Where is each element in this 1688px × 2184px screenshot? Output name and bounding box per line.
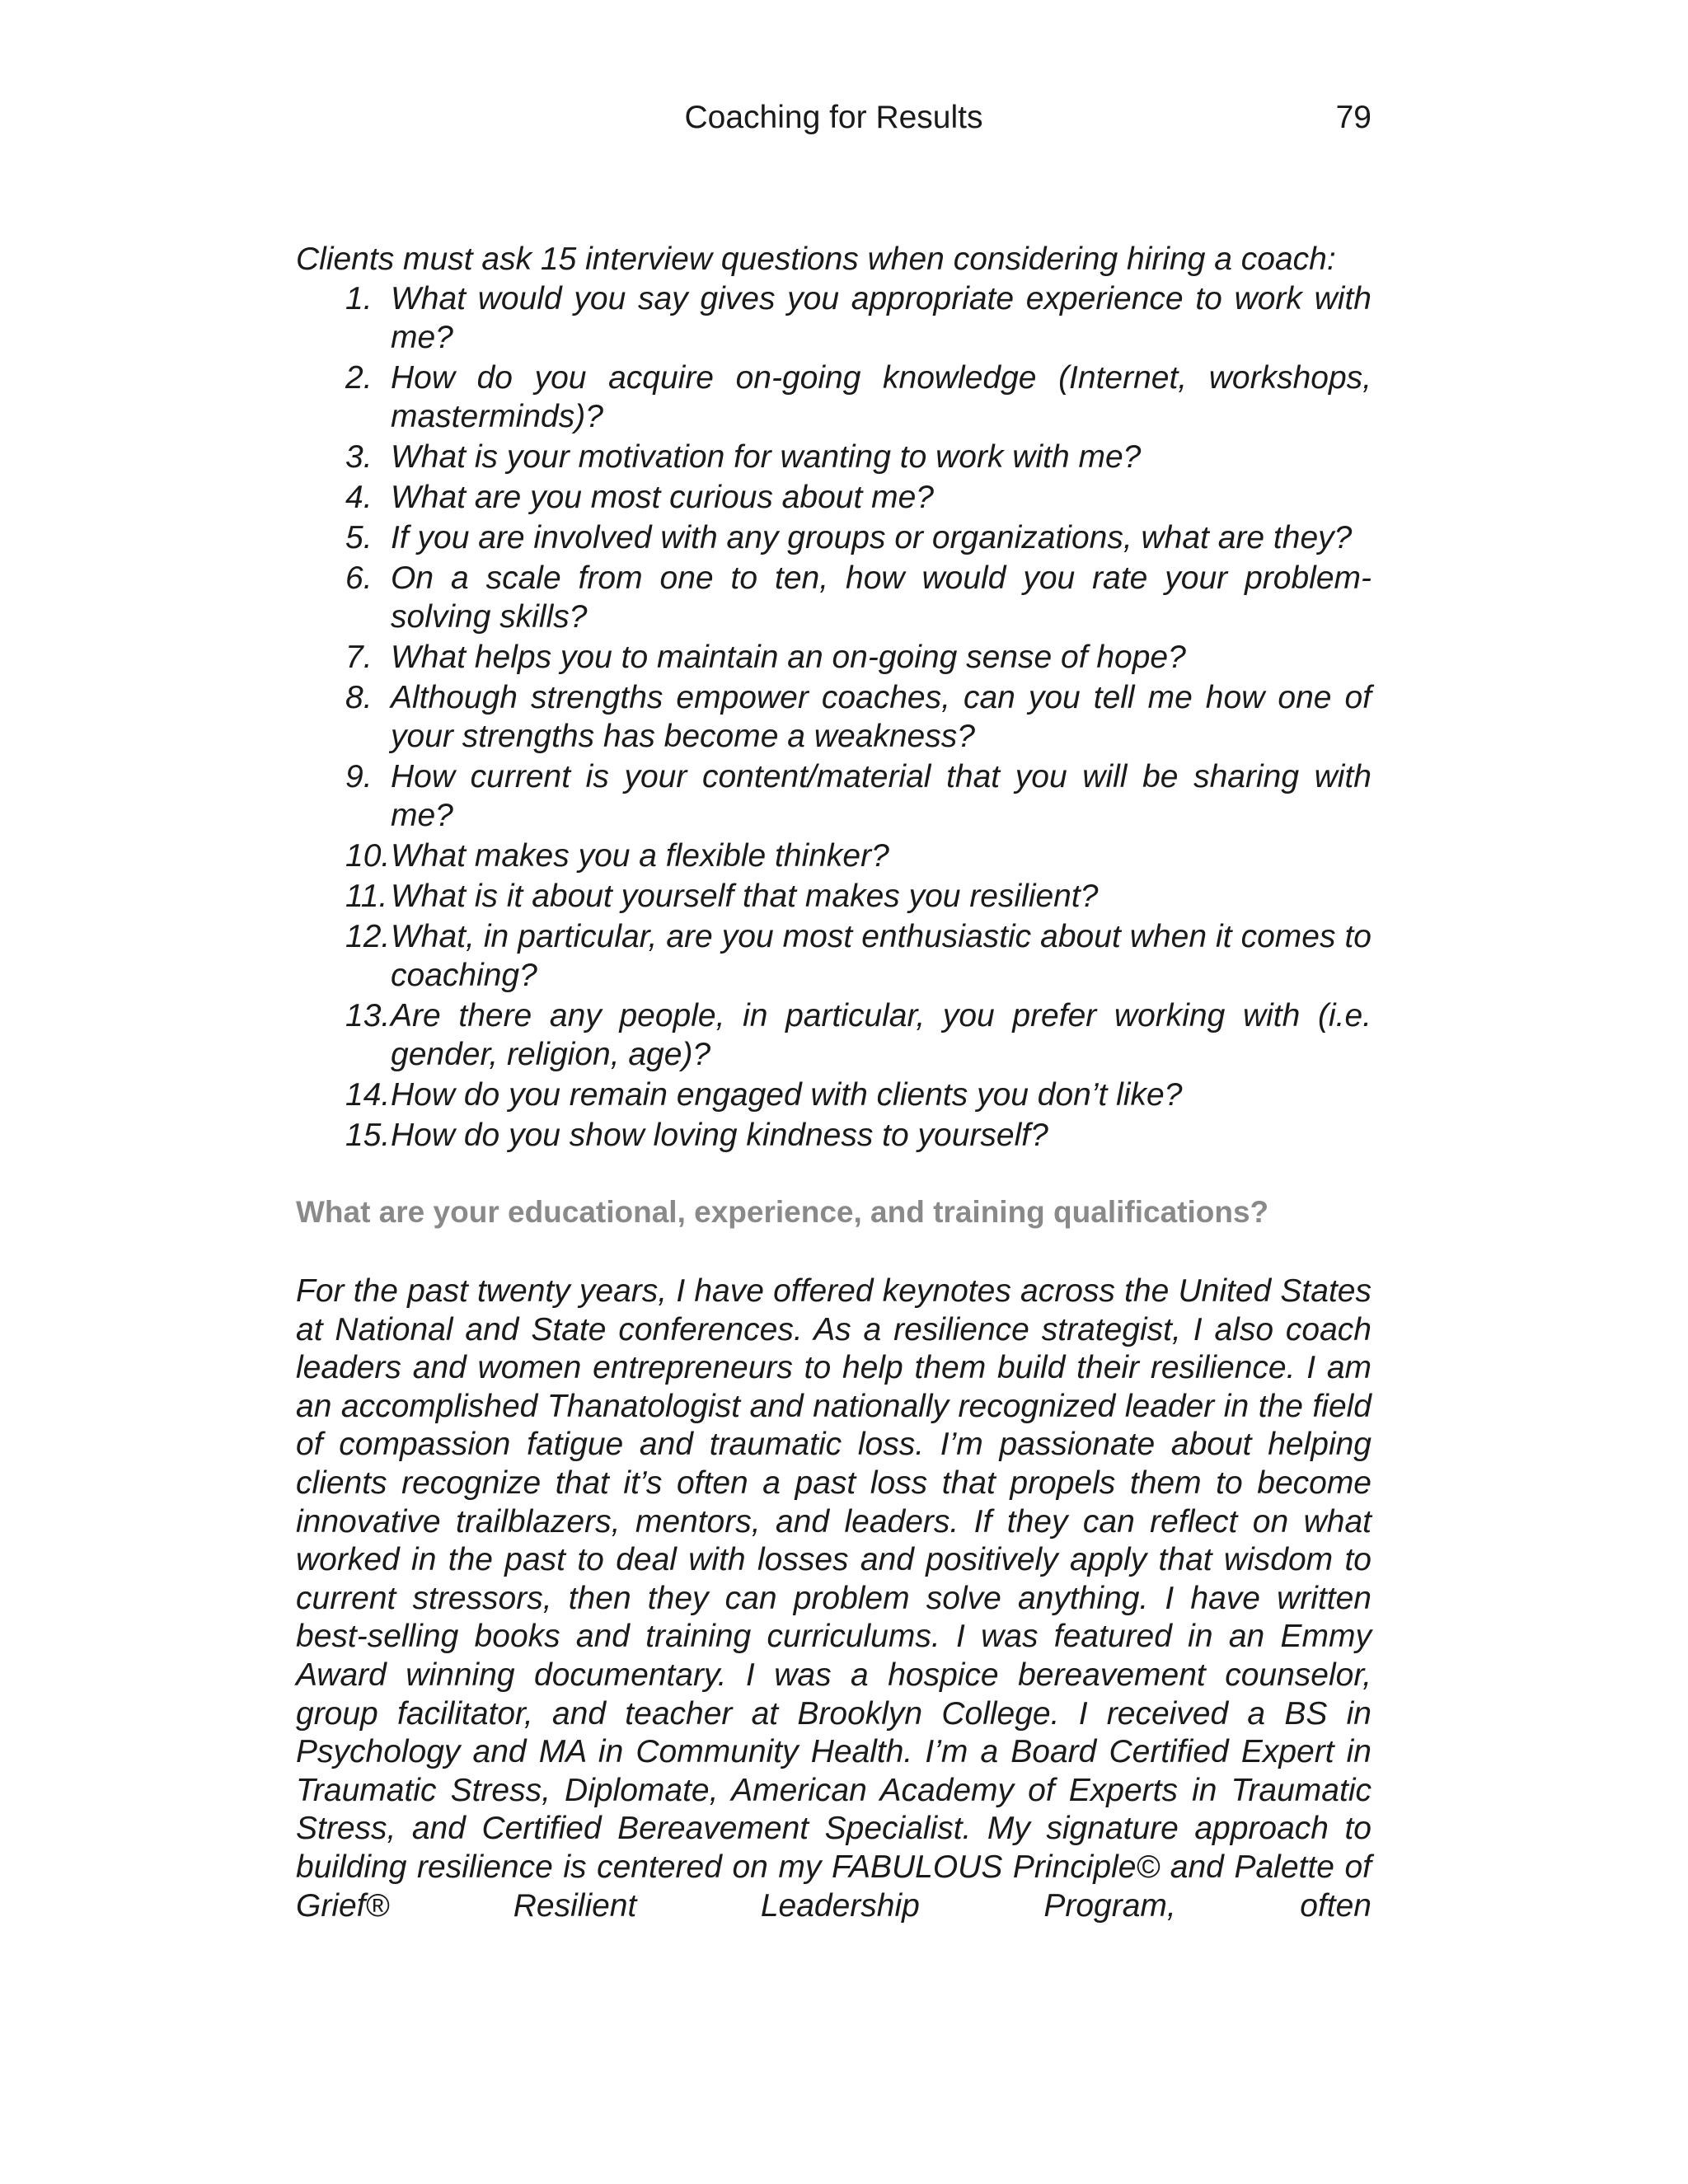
list-item-text: What are you most curious about me? <box>391 480 934 515</box>
questions-list <box>296 279 1372 1155</box>
list-item-text: How do you remain engaged with clients you don’t like? <box>391 1077 1183 1113</box>
list-item-number: 15. <box>345 1118 391 1153</box>
list-item-number: 9. <box>345 759 373 794</box>
list-item <box>296 478 1372 517</box>
list-item-number: 4. <box>345 480 373 515</box>
list-item <box>296 678 1372 756</box>
list-item-text: What makes you a flexible thinker? <box>391 838 889 874</box>
section-heading: What are your educational, experience, and training qualifications? <box>296 1195 1269 1229</box>
list-item-text: What would you say gives you appropriate experience to work with me? <box>391 281 1372 355</box>
list-item-number: 7. <box>345 640 373 675</box>
list-item-text: Are there any people, in particular, you prefer working with (i.e. gender, religion, age)? <box>391 998 1372 1072</box>
list-item <box>296 438 1372 476</box>
running-header <box>296 97 1372 138</box>
list-item-number: 10. <box>345 838 391 874</box>
list-item <box>296 1076 1372 1114</box>
list-item-text: What is your motivation for wanting to work with me? <box>391 439 1142 475</box>
list-item <box>296 359 1372 436</box>
list-item-text: What helps you to maintain an on-going sense of hope? <box>391 640 1186 675</box>
list-item-text: If you are involved with any groups or organizations, what are they? <box>391 520 1353 555</box>
list-item <box>296 996 1372 1074</box>
list-item-number: 1. <box>345 281 373 316</box>
page-number: 79 <box>1335 100 1372 135</box>
list-item-text: How current is your content/material that you will be sharing with me? <box>391 759 1372 833</box>
page-body <box>296 239 1372 1925</box>
qualifications-paragraph: For the past twenty years, I have offered keynotes across the United States at National and State conferences. As a resilience strategist, I also coach leaders and women entrepreneurs to help them build their resilience. I am an accomplished Thanatologist and nationally recognized leader in the field of compassion fatigue and traumatic loss. I’m passionate about helping clients recognize that it’s often a past loss that propels them to become innovative trailblazers, mentors, and leaders. If they can reflect on what worked in the past to deal with losses and positively apply that wisdom to current stressors, then they can problem solve anything. I have written best-selling books and training curriculums. I was featured in an Emmy Award winning documentary. I was a hospice bereavement counselor, group facilitator, and teacher at Brooklyn College. I received a BS in Psychology and MA in Community Health. I’m a Board Certified Expert in Traumatic Stress, Diplomate, American Academy of Experts in Traumatic Stress, and Certified Bereavement Specialist. My signature approach to building resilience is centered on my FABULOUS Principle© and Palette of Grief® Resilient Leadership Program, often <box>296 1273 1372 1924</box>
list-item-number: 12. <box>345 919 391 954</box>
list-item-text: What is it about yourself that makes you resilient? <box>391 879 1099 914</box>
list-item <box>296 559 1372 636</box>
list-item-number: 6. <box>345 560 373 596</box>
list-item <box>296 877 1372 916</box>
list-item-number: 5. <box>345 520 373 555</box>
list-item <box>296 518 1372 557</box>
list-item-text: On a scale from one to ten, how would you rate your problem-solving skills? <box>391 560 1372 635</box>
list-item <box>296 757 1372 835</box>
running-title: Coaching for Results <box>684 100 983 135</box>
list-item-number: 13. <box>345 998 391 1033</box>
list-item-number: 8. <box>345 680 373 715</box>
list-item-number: 2. <box>345 360 373 396</box>
list-item <box>296 1116 1372 1155</box>
list-item <box>296 638 1372 677</box>
list-item <box>296 837 1372 875</box>
list-item-number: 14. <box>345 1077 391 1113</box>
list-item-number: 3. <box>345 439 373 475</box>
list-item-text: How do you show loving kindness to yourself? <box>391 1118 1048 1153</box>
questions-intro: Clients must ask 15 interview questions when considering hiring a coach: <box>296 241 1336 277</box>
list-item-number: 11. <box>345 879 388 914</box>
list-item <box>296 279 1372 357</box>
list-item-text: How do you acquire on-going knowledge (Internet, workshops, masterminds)? <box>391 360 1372 434</box>
list-item <box>296 917 1372 995</box>
list-item-text: What, in particular, are you most enthusiastic about when it comes to coaching? <box>391 919 1372 993</box>
list-item-text: Although strengths empower coaches, can you tell me how one of your strengths has become a weakness? <box>391 680 1372 754</box>
